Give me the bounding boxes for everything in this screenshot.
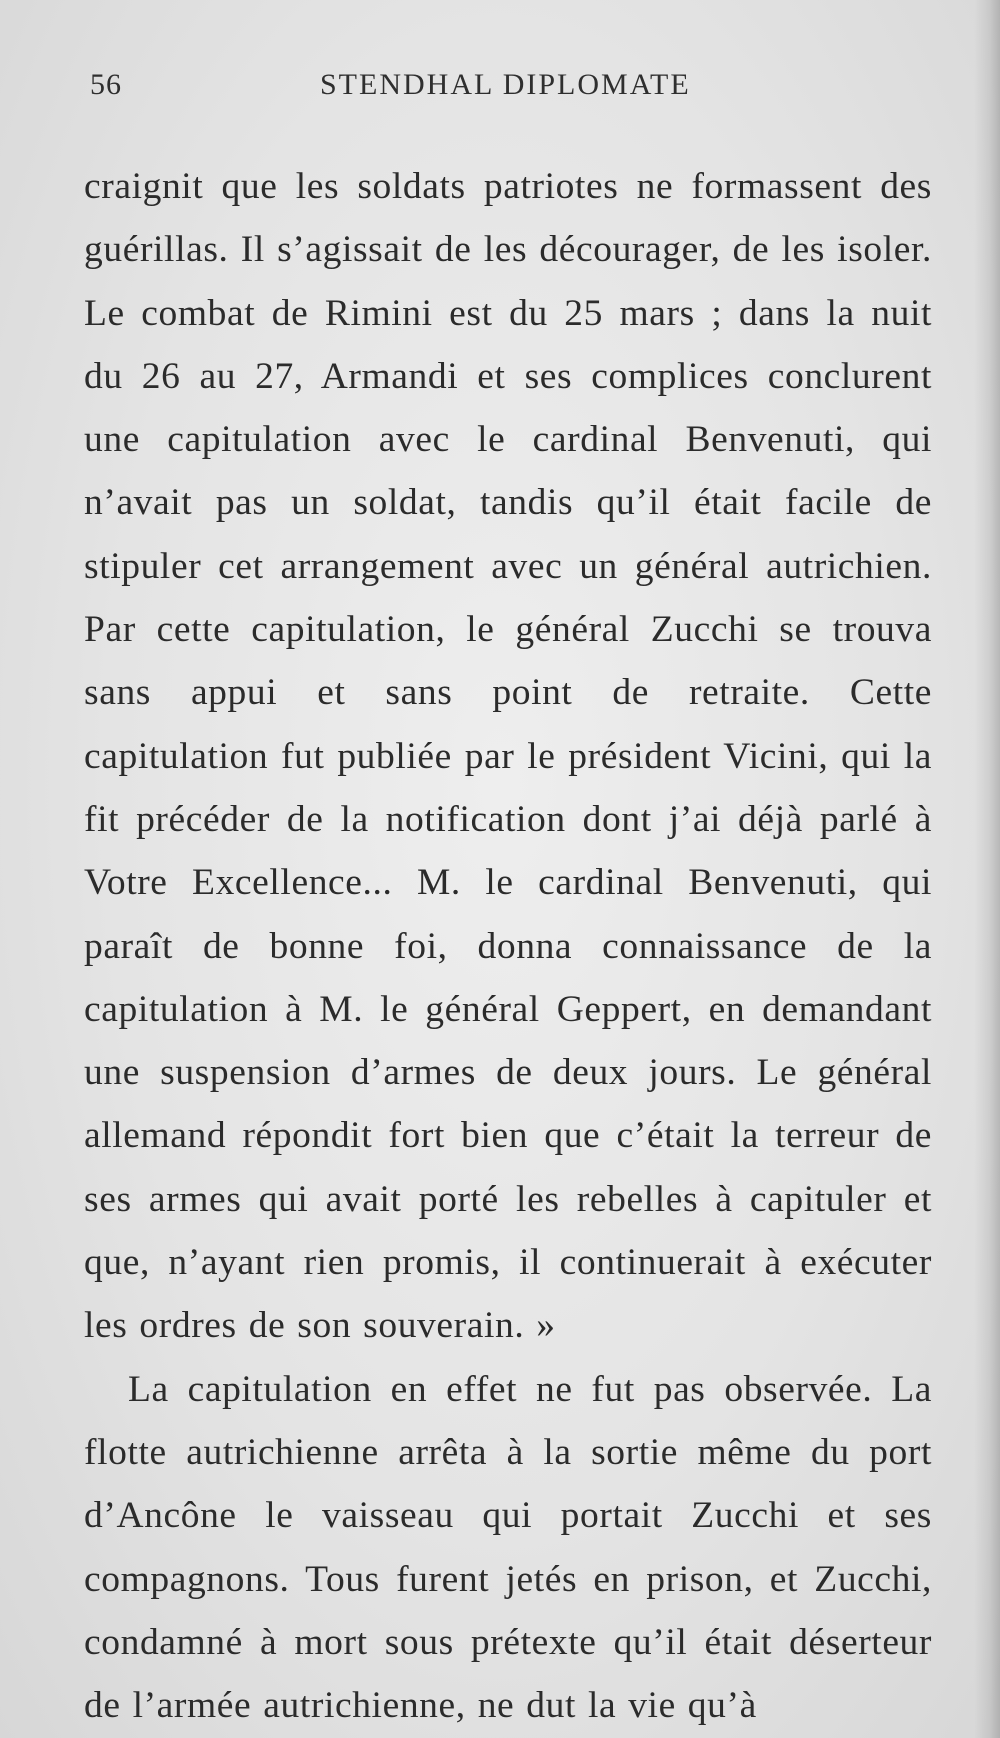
page-edge-shadow: [974, 0, 1000, 1738]
page-header: [90, 62, 920, 122]
running-title: STENDHAL DIPLOMATE: [320, 68, 691, 101]
page-number: 56: [90, 68, 122, 101]
paragraph: La capitulation en effet ne fut pas observée. La flotte autrichienne arrêta à la sortie même du port d’Ancône le vaisseau qui portait Zucchi et ses compagnons. Tous furent jetés en prison, et Zucchi, condamné à mort sous prétexte qu’il était déserteur de l’armée autrichienne, ne dut la vie qu’à: [84, 1368, 932, 1727]
paragraph-continued: craignit que les soldats patriotes ne formassent des guérillas. Il s’agissait de les décourager, de les isoler. Le combat de Rimini est du 25 mars ; dans la nuit du 26 au 27, Armandi et ses complices conclurent une capitulation avec le cardinal Benvenuti, qui n’avait pas un soldat, tandis qu’il était facile de stipuler cet arrangement avec un général autrichien. Par cette capitulation, le général Zucchi se trouva sans appui et sans point de retraite. Cette capitulation fut publiée par le président Vicini, qui la fit précéder de la notification dont j’ai déjà parlé à Votre Excellence... M. le cardinal Benvenuti, qui paraît de bonne foi, donna connaissance de la capitulation à M. le général Geppert, en demandant une suspension d’armes de deux jours. Le général allemand répondit fort bien que c’était la terreur de ses armes qui avait porté les rebelles à capituler et que, n’ayant rien promis, il continuerait à exécuter les ordres de son souverain. »: [84, 166, 932, 1347]
body-text: [84, 155, 932, 1737]
